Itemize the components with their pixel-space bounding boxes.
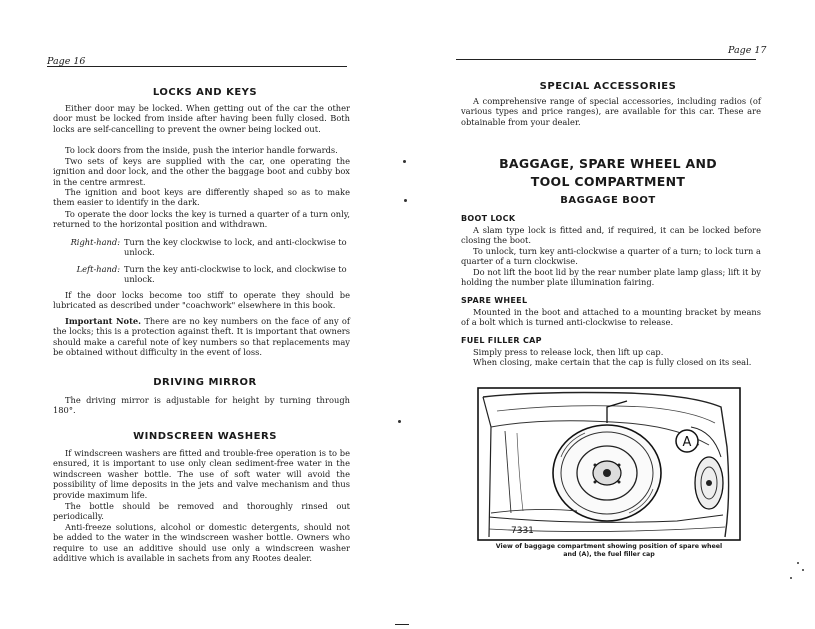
accessories-para: A comprehensive range of special accessories, including radios (of various types and price ranges), are available for this car. These are obtainable from your dealer.: [461, 96, 761, 127]
section-title-line-2: TOOL COMPARTMENT: [530, 174, 686, 189]
baggage-compartment-figure: [477, 387, 741, 541]
right-hand-desc: Turn the key clockwise to lock, and anti-clockwise to unlock.: [124, 237, 347, 258]
locks-para-6: If the door locks become too stiff to operate they should be lubricated as described under "coachwork" elsewhere in this book.: [53, 290, 350, 311]
important-note: [53, 316, 350, 358]
gutter-mark: [404, 199, 407, 202]
boot-lock-para-1: A slam type lock is fitted and, if required, it can be locked before closing the boot.: [461, 225, 761, 246]
figure-caption-line-1: View of baggage compartment showing position of spare wheel: [495, 543, 723, 550]
left-hand-term: Left-hand:: [76, 264, 120, 274]
fuel-cap-para-2: When closing, make certain that the cap is fully closed on its seal.: [473, 357, 752, 367]
gutter-mark: [398, 420, 401, 423]
right-hand-entry: [62, 237, 350, 259]
baggage-boot-subtitle: BAGGAGE BOOT: [560, 195, 656, 206]
locks-para-2: To lock doors from the inside, push the interior handle forwards.: [65, 145, 338, 155]
gutter-mark: [403, 160, 406, 163]
boot-lock-para-3: Do not lift the boot lid by the rear number plate lamp glass; lift it by holding the number plate illumination fairing.: [461, 267, 761, 288]
scan-speck: [790, 577, 792, 579]
mirror-para: The driving mirror is adjustable for height by turning through 180°.: [53, 395, 350, 416]
figure-number: 7331: [511, 526, 534, 536]
washers-para-3: Anti-freeze solutions, alcohol or domestic detergents, should not be added to the water in the windscreen washer bottle. Owners who require to use an additive should use only a windscreen washer additive which is available in sachets from any Rootes dealer.: [53, 522, 350, 564]
header-rule: [456, 59, 756, 60]
spare-wheel-para: Mounted in the boot and attached to a mounting bracket by means of a bolt which is turned anti-clockwise to release.: [461, 307, 761, 328]
note-text: There are no key numbers on the face of any of the locks; this is a protection against theft. It is important that owners should make a careful note of key numbers so that replacements may be obtained without difficulty in the event of loss.: [53, 316, 351, 358]
boot-lock-heading: BOOT LOCK: [461, 214, 516, 223]
right-hand-term: Right-hand:: [70, 237, 120, 247]
left-hand-desc: Turn the key anti-clockwise to lock, and clockwise to unlock.: [124, 264, 347, 285]
scan-speck: [802, 569, 804, 571]
gutter-mark: [395, 624, 409, 625]
locks-para-1: Either door may be locked. When getting out of the car the other door must be locked from inside after having been fully closed. Both locks are self-cancelling to prevent the owner being locked out.: [53, 103, 350, 134]
fuel-cap-heading: FUEL FILLER CAP: [461, 336, 542, 345]
locks-para-3: Two sets of keys are supplied with the car, one operating the ignition and door lock, and the other the baggage boot and cubby box in the centre armrest.: [53, 156, 350, 187]
accessories-heading: SPECIAL ACCESSORIES: [539, 81, 677, 92]
locks-heading: LOCKS AND KEYS: [152, 87, 258, 98]
left-hand-entry: [62, 264, 350, 286]
locks-para-4: The ignition and boot keys are differently shaped so as to make them easier to identify in the dark.: [53, 187, 350, 208]
spare-wheel-heading: SPARE WHEEL: [461, 296, 528, 305]
scan-speck: [797, 562, 799, 564]
fuel-cap-para-1: Simply press to release lock, then lift up cap.: [473, 347, 664, 357]
figure-caption-line-2: and (A), the fuel filler cap: [563, 551, 655, 558]
mirror-heading: DRIVING MIRROR: [153, 377, 257, 388]
boot-lock-para-2: To unlock, turn key anti-clockwise a quarter of a turn; to lock turn a quarter of a turn clockwise.: [461, 246, 761, 267]
page-number: Page 16: [47, 56, 86, 67]
locks-para-5: To operate the door locks the key is turned a quarter of a turn only, returned to the horizontal position and withdrawn.: [53, 209, 350, 230]
callout-a-label: A: [682, 435, 692, 450]
figure-caption: [477, 543, 741, 559]
baggage-compartment-illustration: [477, 387, 741, 541]
washers-para-2: The bottle should be removed and thoroughly rinsed out periodically.: [53, 501, 350, 522]
note-label: Important Note.: [65, 316, 142, 326]
washers-heading: WINDSCREEN WASHERS: [133, 431, 277, 442]
section-title-line-1: BAGGAGE, SPARE WHEEL AND: [499, 156, 717, 171]
washers-para-1: If windscreen washers are fitted and trouble-free operation is to be ensured, it is important to use only clean sediment-free water in the windscreen washer bottle. The use of soft water will avoid the possibility of lime deposits in the jets and valve mechanism and thus provide maximum life.: [53, 448, 350, 500]
header-rule: [47, 66, 347, 67]
page-number: Page 17: [728, 45, 767, 56]
